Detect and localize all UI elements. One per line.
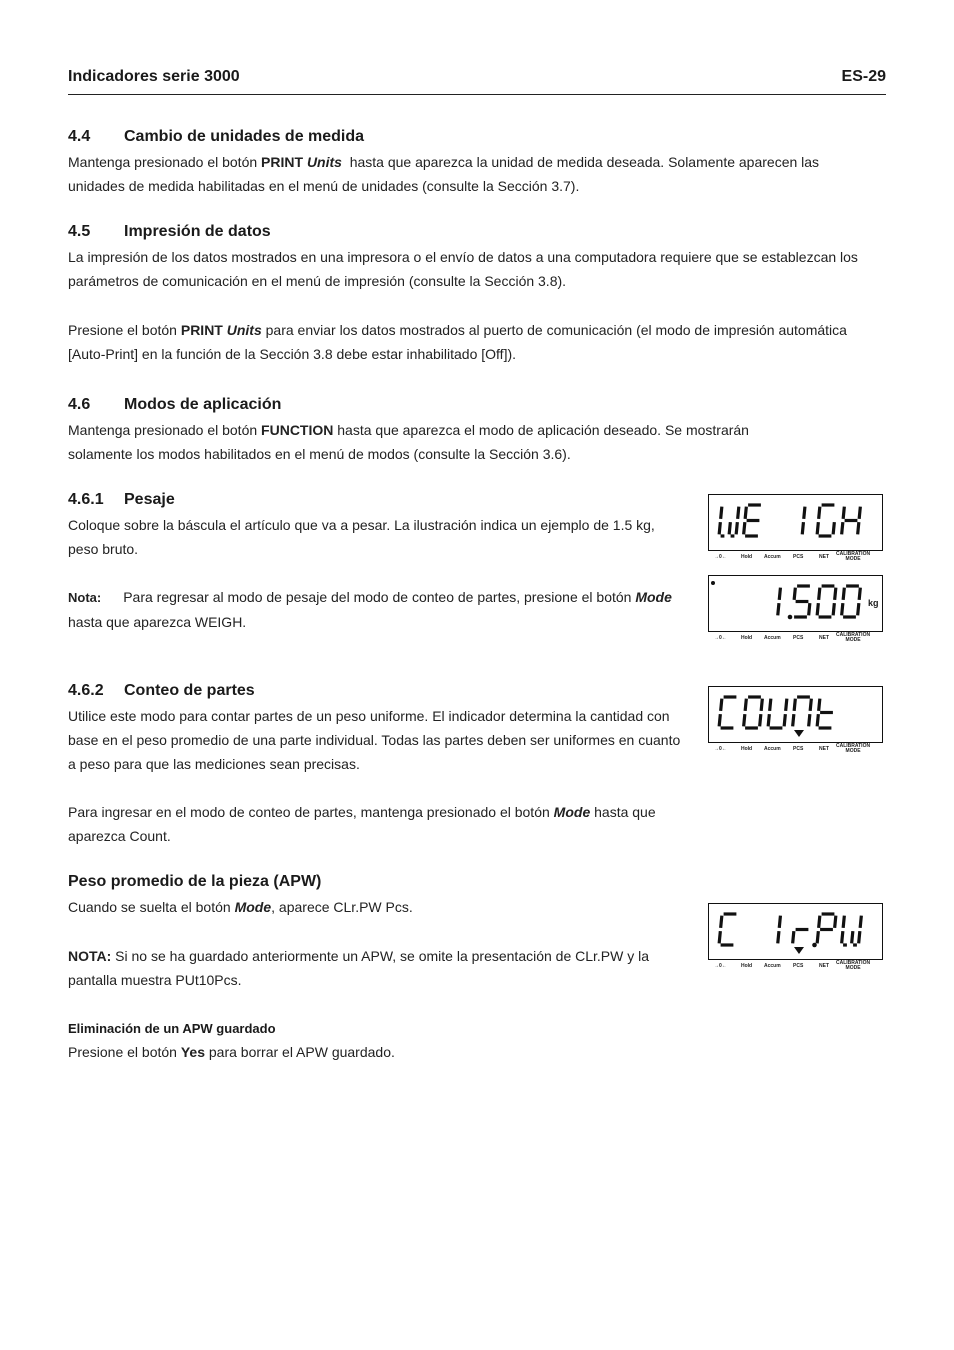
lcd-segment-e — [842, 931, 843, 943]
text: La impresión de los datos mostrados en una impresora o el envío de datos a una computadora requiere que se establezcan los — [68, 249, 858, 265]
text: para borrar el APW guardado. — [205, 1044, 395, 1060]
lcd-unit-label: kg — [868, 598, 879, 608]
lcd-segment-b — [810, 699, 811, 711]
lcd-status-zero: →0← — [714, 635, 727, 641]
lcd-segment-f — [721, 507, 722, 519]
lcd-segment-e — [719, 931, 720, 943]
lcd-segment-e — [793, 714, 794, 726]
lcd-segment-c — [833, 522, 834, 534]
paragraph — [68, 245, 858, 293]
section-title: Modos de aplicación — [124, 396, 282, 413]
lcd-segment-f — [819, 916, 820, 928]
lcd-segment-e — [842, 603, 843, 615]
lcd-segment-f — [770, 699, 771, 711]
lcd-segment-c — [858, 603, 859, 615]
lcd-status-calibration-mode — [836, 744, 870, 754]
lcd-digits — [709, 576, 882, 631]
lcd-status-hold: Hold — [741, 554, 753, 560]
lcd-screen — [708, 686, 883, 743]
lcd-status-row — [708, 551, 883, 563]
lcd-status-net: NET — [819, 635, 829, 641]
text: Cuando se suelta el botón — [68, 899, 235, 915]
section-number: 4.5 — [68, 223, 91, 240]
lcd-decimal-point — [788, 615, 793, 620]
lcd-segment-f — [721, 699, 722, 711]
paragraph — [68, 150, 819, 198]
button-name-function: FUNCTION — [261, 422, 334, 438]
lcd-segment-f — [843, 916, 844, 928]
text: para enviar los datos mostrados al puerto de comunicación (el modo de impresión automática — [261, 322, 847, 338]
lcd-segment-f — [804, 507, 805, 519]
lcd-display-weight — [708, 575, 883, 644]
paragraph — [68, 513, 655, 561]
paragraph — [68, 800, 656, 848]
lcd-display-count — [708, 686, 883, 755]
lcd-status-pcs: PCS — [793, 746, 804, 752]
text: peso bruto. — [68, 541, 139, 557]
lcd-display-clr-pw — [708, 903, 883, 972]
lcd-status-zero: →0← — [714, 554, 727, 560]
lcd-segment-e — [778, 603, 779, 615]
lcd-segment-e — [817, 522, 818, 534]
lcd-status-hold: Hold — [741, 746, 753, 752]
lcd-status-calibration-mode — [836, 633, 870, 643]
lcd-status-pcs: PCS — [793, 635, 804, 641]
button-name-mode: Mode — [635, 589, 672, 605]
lcd-segment-b — [786, 699, 787, 711]
paragraph — [68, 318, 847, 366]
text: unidades de medida habilitadas en el menú de unidades (consulte la Sección 3.7). — [68, 178, 580, 194]
lcd-screen — [708, 575, 883, 632]
cal-line-2: MODE — [845, 748, 861, 754]
lcd-segment-e — [719, 714, 720, 726]
lcd-segment-e — [744, 522, 745, 534]
lcd-status-pcs: PCS — [793, 554, 804, 560]
section-title: Pesaje — [124, 491, 175, 508]
text: Para regresar al modo de pesaje del modo de conteo de partes, presione el botón — [123, 589, 636, 605]
text: Mantenga presionado el botón — [68, 154, 262, 170]
lcd-segment-f — [745, 699, 746, 711]
lcd-segment-f — [819, 699, 820, 711]
paragraph — [68, 418, 749, 466]
text: base en el peso promedio de una parte individual. Todas las partes deben ser uniformes en cuanto — [68, 732, 681, 748]
text: hasta que aparezca el modo de aplicación deseado. Se mostrarán — [333, 422, 749, 438]
lcd-pcs-arrow-icon — [794, 947, 804, 954]
lcd-screen — [708, 494, 883, 551]
lcd-status-net: NET — [819, 554, 829, 560]
text: Coloque sobre la báscula el artículo que va a pesar. La ilustración indica un ejemplo de 1.5 kg, — [68, 517, 655, 533]
lcd-segment-b — [835, 588, 836, 600]
lcd-segment-c — [859, 931, 860, 943]
text: , aparece CLr.PW Pcs. — [271, 899, 413, 915]
lcd-segment-b — [835, 916, 836, 928]
button-name-print: PRINT — [180, 322, 223, 338]
text: Mantenga presionado el botón — [68, 422, 262, 438]
section-number: 4.4 — [68, 128, 91, 145]
lcd-segment-f — [819, 507, 820, 519]
lcd-digits — [709, 495, 882, 550]
lcd-segment-e — [802, 522, 803, 534]
lcd-segment-e — [729, 522, 730, 534]
lcd-status-accum: Accum — [764, 635, 781, 641]
button-name-mode: Mode — [553, 804, 591, 820]
lcd-status-hold: Hold — [741, 635, 753, 641]
lcd-status-accum: Accum — [764, 746, 781, 752]
section-heading-4-6 — [68, 396, 281, 414]
lcd-segment-c — [858, 522, 859, 534]
lcd-segment-e — [817, 931, 818, 943]
lcd-status-accum: Accum — [764, 554, 781, 560]
cal-line-1: CALIBRATION — [836, 551, 871, 557]
lcd-segment-c — [809, 603, 810, 615]
lcd-segment-b — [761, 699, 762, 711]
paragraph — [68, 895, 413, 919]
lcd-status-net: NET — [819, 963, 829, 969]
button-name-yes: Yes — [180, 1044, 205, 1060]
lcd-segment-e — [793, 931, 794, 943]
text: hasta que aparezca la unidad de medida deseada. Solamente aparecen las — [341, 154, 820, 170]
button-name-units: Units — [226, 322, 262, 338]
lcd-segment-b — [860, 916, 861, 928]
text: a peso para que las mediciones sean precisas. — [68, 756, 360, 772]
lcd-status-accum: Accum — [764, 963, 781, 969]
text: aparezca Count. — [68, 828, 171, 844]
cal-line-2: MODE — [845, 965, 861, 971]
lcd-status-row — [708, 743, 883, 755]
text: Presione el botón — [68, 322, 181, 338]
text: Utilice este modo para contar partes de un peso uniforme. El indicador determina la cantidad con — [68, 708, 670, 724]
lcd-segment-e — [719, 522, 720, 534]
lcd-segment-b — [859, 507, 860, 519]
cal-line-2: MODE — [845, 637, 861, 643]
page-number: ES-29 — [841, 68, 886, 85]
section-heading-4-4 — [68, 128, 364, 146]
lcd-segment-e — [817, 603, 818, 615]
cal-line-1: CALIBRATION — [836, 960, 871, 966]
lcd-status-net: NET — [819, 746, 829, 752]
document-title: Indicadores serie 3000 — [68, 68, 240, 85]
section-heading-4-6-1 — [68, 491, 175, 509]
subsection-heading-apw — [68, 873, 321, 891]
section-heading-4-6-2 — [68, 682, 255, 700]
text: Presione el botón — [68, 1044, 181, 1060]
lcd-segment-e — [778, 931, 779, 943]
lcd-segment-c — [784, 714, 785, 726]
text: hasta que aparezca WEIGH. — [68, 614, 247, 630]
lcd-status-calibration-mode — [836, 552, 870, 562]
section-title: Cambio de unidades de medida — [124, 128, 365, 145]
text: pantalla muestra PUt10Pcs. — [68, 972, 242, 988]
lcd-segment-e — [744, 714, 745, 726]
lcd-segment-f — [843, 588, 844, 600]
lcd-decimal-point — [812, 943, 817, 948]
text: solamente los modos habilitados en el menú de modos (consulte la Sección 3.6). — [68, 446, 571, 462]
lcd-segment-f — [794, 699, 795, 711]
lcd-status-row — [708, 632, 883, 644]
lcd-segment-f — [779, 916, 780, 928]
section-title: Eliminación de un APW guardado — [68, 1021, 276, 1036]
page-header — [68, 66, 886, 95]
lcd-segment-e — [842, 522, 843, 534]
lcd-segment-c — [736, 522, 737, 534]
lcd-status-row — [708, 960, 883, 972]
section-heading-4-5 — [68, 223, 271, 241]
lcd-segment-c — [833, 603, 834, 615]
lcd-segment-f — [721, 916, 722, 928]
section-title: Impresión de datos — [124, 223, 271, 240]
button-name-print: PRINT — [261, 154, 304, 170]
text: [Auto-Print] en la función de la Sección 3.8 debe estar inhabilitado [Off]). — [68, 346, 517, 362]
lcd-display-weigh — [708, 494, 883, 563]
note-label: NOTA: — [68, 948, 112, 964]
lcd-status-zero: →0← — [714, 746, 727, 752]
section-number: 4.6.1 — [68, 491, 104, 508]
text: parámetros de comunicación en el menú de impresión (consulte la Sección 3.8). — [68, 273, 567, 289]
section-title: Conteo de partes — [124, 682, 255, 699]
lcd-pcs-arrow-icon — [794, 730, 804, 737]
lcd-segment-f — [819, 588, 820, 600]
lcd-segment-f — [843, 507, 844, 519]
cal-line-1: CALIBRATION — [836, 632, 871, 638]
lcd-segment-e — [852, 931, 853, 943]
section-number: 4.6.2 — [68, 682, 104, 699]
lcd-segment-f — [779, 588, 780, 600]
note — [68, 585, 672, 634]
cal-line-1: CALIBRATION — [836, 743, 871, 749]
lcd-status-zero: →0← — [714, 963, 727, 969]
lcd-segment-f — [745, 507, 746, 519]
section-number: 4.6 — [68, 396, 91, 413]
lcd-status-calibration-mode — [836, 961, 870, 971]
lcd-segment-e — [768, 714, 769, 726]
lcd-segment-b — [738, 507, 739, 519]
paragraph — [68, 1040, 395, 1064]
lcd-segment-c — [809, 714, 810, 726]
lcd-segment-f — [794, 588, 795, 600]
lcd-segment-e — [817, 714, 818, 726]
lcd-segment-b — [859, 588, 860, 600]
lcd-screen — [708, 903, 883, 960]
section-title: Peso promedio de la pieza (APW) — [68, 873, 322, 890]
note — [68, 944, 649, 992]
text: Si no se ha guardado anteriormente un APW, se omite la presentación de CLr.PW y la — [111, 948, 650, 964]
note-label: Nota: — [68, 590, 102, 605]
text: hasta que — [590, 804, 656, 820]
lcd-segment-c — [760, 714, 761, 726]
button-name-units: Units — [306, 154, 342, 170]
paragraph — [68, 704, 680, 776]
cal-line-2: MODE — [845, 556, 861, 562]
lcd-stable-indicator — [711, 581, 715, 585]
text: Para ingresar en el modo de conteo de partes, mantenga presionado el botón — [68, 804, 554, 820]
button-name-mode: Mode — [234, 899, 272, 915]
subsection-heading-delete-apw — [68, 1021, 276, 1036]
lcd-status-hold: Hold — [741, 963, 753, 969]
lcd-status-pcs: PCS — [793, 963, 804, 969]
